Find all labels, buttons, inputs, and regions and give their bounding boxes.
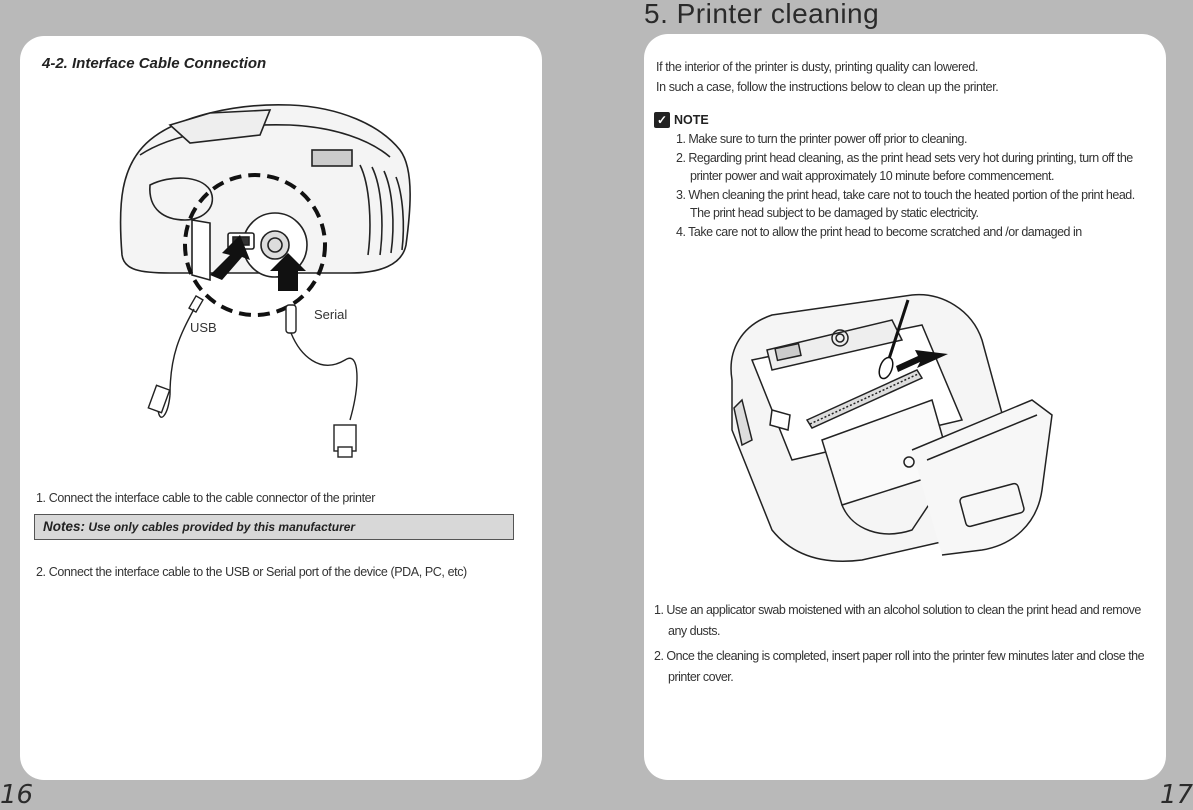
step-1-text: 1. Connect the interface cable to the cable connector of the printer <box>36 491 375 505</box>
usb-label: USB <box>190 320 217 335</box>
intro-line-1: If the interior of the printer is dusty, printing quality can lowered. <box>656 60 978 74</box>
check-icon: ✓ <box>654 112 670 128</box>
page-number-left: 16 <box>0 780 34 810</box>
note-item: 3. When cleaning the print head, take care not to touch the heated portion of the print head. The print head subject to be damaged by static electricity. <box>676 188 1135 220</box>
serial-label: Serial <box>314 307 348 322</box>
printer-cleaning-illustration <box>712 290 1062 570</box>
page-title: 5. Printer cleaning <box>644 0 880 29</box>
note-list <box>676 130 1156 242</box>
cleaning-step: 1. Use an applicator swab moistened with an alcohol solution to clean the print head and remove any dusts. <box>654 603 1141 638</box>
page-number-right: 17 <box>1160 780 1193 810</box>
cleaning-steps <box>652 600 1152 688</box>
note-heading <box>654 112 709 128</box>
cleaning-step: 2. Once the cleaning is completed, insert paper roll into the printer few minutes later and close the printer cover. <box>654 649 1145 684</box>
interface-cable-illustration <box>110 95 430 475</box>
intro-line-2: In such a case, follow the instructions below to clean up the printer. <box>656 80 999 94</box>
notes-box <box>34 514 514 540</box>
notes-text: Use only cables provided by this manufacturer <box>88 520 356 534</box>
section-title: 4-2. Interface Cable Connection <box>42 55 267 72</box>
note-item: 4. Take care not to allow the print head to become scratched and /or damaged in <box>676 225 1082 239</box>
note-label: NOTE <box>674 113 709 127</box>
notes-label: Notes: <box>43 519 86 534</box>
step-2-text: 2. Connect the interface cable to the USB or Serial port of the device (PDA, PC, etc) <box>36 565 467 579</box>
note-item: 1. Make sure to turn the printer power off prior to cleaning. <box>676 132 967 146</box>
note-item: 2. Regarding print head cleaning, as the print head sets very hot during printing, turn off the printer power and wait approximately 10 minute before commencement. <box>676 151 1133 183</box>
